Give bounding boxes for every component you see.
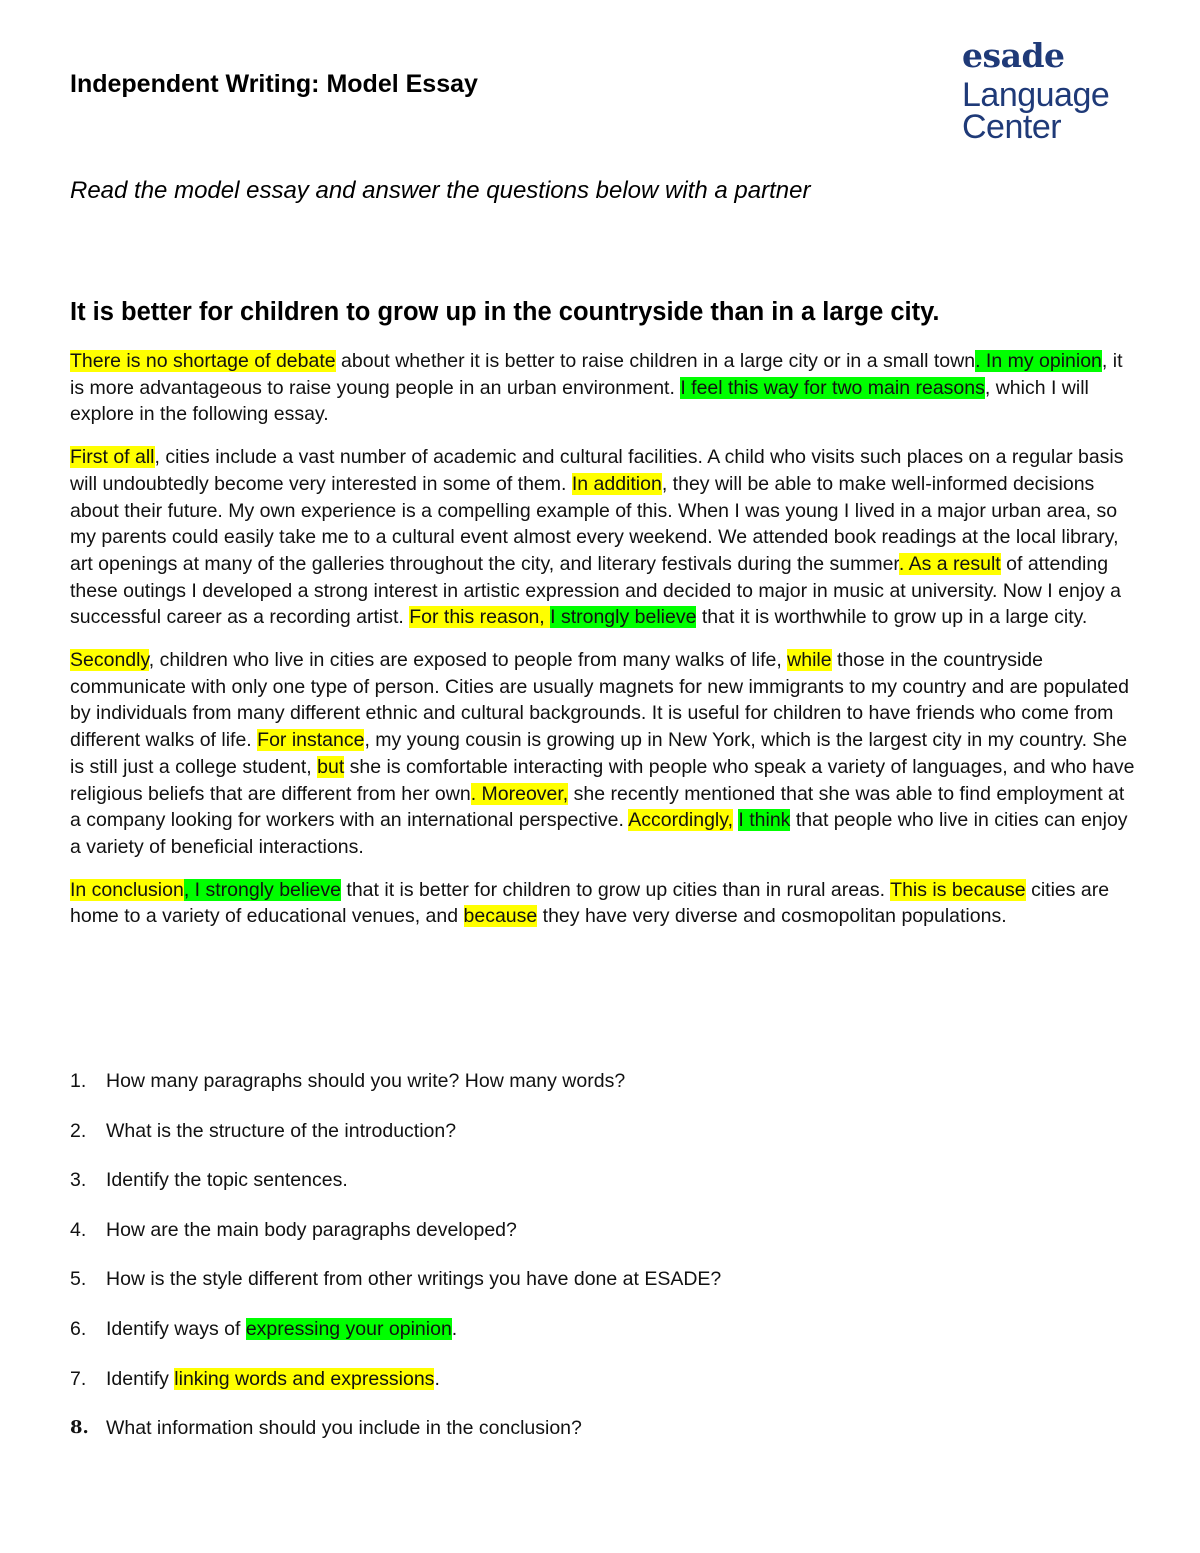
text-segment: .	[451, 1317, 458, 1340]
question-number: 1.	[70, 1070, 87, 1092]
linking-expression-highlight: Secondly	[70, 649, 149, 672]
question-item	[70, 1266, 1070, 1316]
text-segment: How are the main body paragraphs developed?	[106, 1218, 517, 1241]
question-text	[106, 1217, 517, 1267]
linking-expression-highlight: while	[787, 649, 832, 672]
linking-expression-highlight: because	[463, 905, 538, 928]
logo-line-language: Language	[962, 76, 1110, 114]
linking-expression-highlight: For instance	[257, 729, 365, 752]
linking-expression-highlight: There is no shortage of debate	[70, 350, 336, 372]
question-item	[70, 1217, 1070, 1267]
question-text	[106, 1366, 440, 1416]
text-segment: they have very diverse and cosmopolitan populations.	[537, 905, 1007, 928]
text-segment: those in the countryside communicate with only one type of person. Cities are usually magnets for new immigrants to my country and are populated by individuals from many different ethnic and cultural backgrounds. It is useful for children to have friends who come from different walks of life.	[70, 649, 1129, 752]
question-number: 7.	[70, 1367, 87, 1390]
text-segment: that people who live in cities can enjoy a variety of beneficial interactions.	[70, 809, 1128, 858]
text-segment: How is the style different from other writings you have done at ESADE?	[106, 1268, 722, 1291]
question-text	[106, 1266, 721, 1316]
essay-body	[70, 348, 1140, 946]
essay-paragraph	[70, 647, 1140, 861]
essay-paragraph	[70, 348, 1140, 428]
opinion-expression-highlight: . In my opinion	[975, 350, 1102, 372]
essay-title: It is better for children to grow up in the countryside than in a large city.	[70, 298, 940, 326]
question-item	[70, 1316, 1070, 1366]
text-segment: she is comfortable interacting with people who speak a variety of languages, and who have religious beliefs that are different from her own	[70, 755, 1135, 805]
question-text	[106, 1068, 625, 1118]
essay-paragraph	[70, 877, 1140, 930]
opinion-expression-highlight: I strongly believe	[550, 606, 697, 629]
question-item	[70, 1118, 1070, 1168]
text-segment: , my young cousin is growing up in New York, which is the largest city in my country. She is still just a college student,	[70, 729, 1128, 778]
text-segment: she recently mentioned that she was able to find employment at a company looking for workers with an international perspective.	[70, 782, 1125, 832]
question-text	[106, 1415, 582, 1465]
linking-expression-highlight: . Moreover,	[470, 782, 569, 805]
text-segment: , they will be able to make well-informed decisions about their future. My own experience is a compelling example of this. When I was young I lived in a major urban area, so my parents could easily take me to a cultural event almost every weekend. We attended book readings at the local library, art openings at many of the galleries throughout the city, and literary festivals during the summer	[70, 472, 1119, 575]
linking-expression-highlight: but	[317, 755, 345, 778]
question-item	[70, 1366, 1070, 1416]
question-list	[70, 1068, 1070, 1465]
opinion-expression-highlight: , I strongly believe	[183, 878, 341, 901]
question-number: 5.	[70, 1268, 87, 1291]
linking-expression-highlight: First of all	[70, 446, 155, 469]
text-segment: that it is better for children to grow up cities than in rural areas.	[341, 878, 891, 901]
linking-expression-highlight: Accordingly,	[628, 809, 733, 832]
linking-expression-highlight: For this reason,	[409, 606, 551, 629]
question-number: 6.	[70, 1317, 87, 1340]
logo-wordmark: esade	[962, 36, 1065, 75]
question-item	[70, 1068, 1070, 1118]
question-text	[106, 1167, 348, 1217]
question-number: 3.	[70, 1169, 87, 1192]
linking-expression-highlight: In addition	[571, 472, 662, 495]
opinion-expression-highlight: I think	[738, 809, 791, 832]
text-segment: .	[434, 1367, 440, 1390]
text-segment: Identify the topic sentences.	[106, 1169, 348, 1192]
text-segment: cities are home to a variety of educational venues, and	[70, 878, 1110, 928]
question-number: 4.	[70, 1218, 87, 1241]
question-text	[106, 1118, 456, 1168]
esade-logo	[962, 36, 1172, 146]
text-segment: Identify ways of	[106, 1317, 246, 1340]
text-segment: of attending these outings I developed a strong interest in artistic expression and decided to major in music at university. Now I enjoy a successful career as a recording artist.	[70, 552, 1122, 629]
question-number: 2.	[70, 1119, 87, 1142]
opinion-expression-highlight: I feel this way for two main reasons	[680, 376, 985, 399]
opinion-expression-highlight: expressing your opinion	[245, 1317, 452, 1340]
linking-expression-highlight: . As a result	[898, 552, 1001, 575]
question-number: 8.	[70, 1417, 89, 1439]
instructions: Read the model essay and answer the questions below with a partner	[70, 177, 811, 204]
linking-expression-highlight: linking words and expressions	[174, 1367, 435, 1390]
question-text	[106, 1316, 457, 1366]
text-segment: What information should you include in the conclusion?	[106, 1417, 582, 1440]
text-segment: Identify	[106, 1367, 175, 1390]
question-item	[70, 1167, 1070, 1217]
question-item	[70, 1415, 1070, 1465]
text-segment: that it is worthwhile to grow up in a large city.	[696, 606, 1088, 629]
text-segment: What is the structure of the introduction?	[106, 1119, 457, 1142]
text-segment: , which I will explore in the following essay.	[70, 376, 1089, 426]
text-segment: , children who live in cities are exposed to people from many walks of life,	[148, 649, 788, 672]
linking-expression-highlight: This is because	[890, 878, 1026, 901]
linking-expression-highlight: In conclusion	[70, 878, 184, 901]
essay-paragraph	[70, 444, 1140, 631]
logo-line-center: Center	[962, 108, 1062, 146]
text-segment: about whether it is better to raise children in a large city or in a small town	[335, 350, 976, 372]
text-segment: How many paragraphs should you write? How many words?	[106, 1070, 626, 1092]
page-title: Independent Writing: Model Essay	[70, 70, 478, 98]
text-segment: , cities include a vast number of academic and cultural facilities. A child who visits such places on a regular basis will undoubtedly become very interested in some of them.	[70, 446, 1124, 495]
text-segment: , it is more advantageous to raise young people in an urban environment.	[70, 350, 1123, 399]
